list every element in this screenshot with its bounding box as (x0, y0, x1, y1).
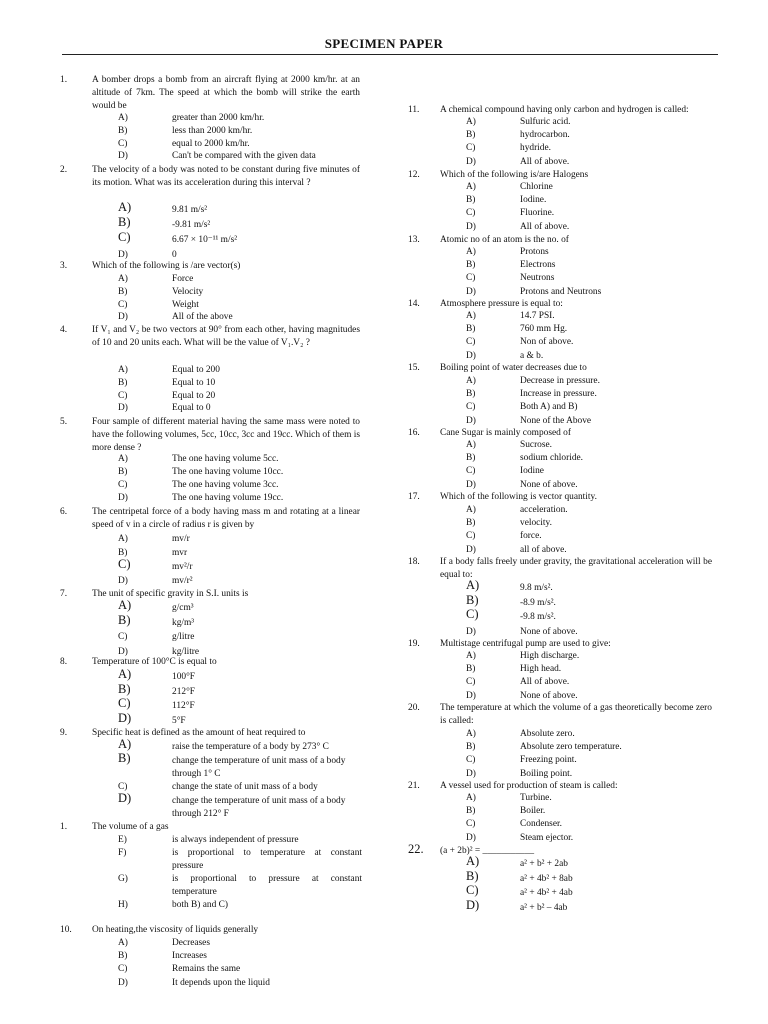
option-label: A) (118, 274, 128, 284)
question-number: 16. (408, 428, 420, 438)
option-text: raise the temperature of a body by 273° C (172, 742, 329, 752)
option-text: g/litre (172, 632, 195, 642)
option-text: sodium chloride. (520, 453, 584, 464)
option-label: D) (118, 646, 128, 657)
option-text: 112°F (172, 701, 195, 711)
option-label: B) (466, 868, 479, 883)
option-label: C) (118, 390, 128, 401)
question-text: The velocity of a body was noted to be constant during five minutes of its motion. What was its acceleration during this interval ? (92, 165, 360, 188)
option-text: hydrocarbon. (520, 130, 570, 141)
option-label: D) (466, 832, 476, 843)
option-label: F) (118, 848, 127, 858)
option-text: a & b. (520, 350, 544, 361)
question-text: Temperature of 100°C is equal to (92, 657, 217, 667)
option-text: 0 (172, 250, 177, 260)
option-text: mv/r (172, 534, 190, 544)
option-label: B) (466, 806, 476, 817)
option-text: Absolute zero. (520, 729, 575, 739)
question-number: 4. (60, 325, 68, 335)
option-label: D) (118, 977, 128, 988)
option-label: B) (118, 215, 131, 229)
option-text: -9.81 m/s² (172, 220, 211, 230)
option-label: B) (118, 377, 128, 388)
option-text: Equal to 10 (172, 377, 216, 388)
option-label: B) (118, 548, 128, 558)
option-label: D) (466, 479, 476, 490)
option-text: greater than 2000 km/hr. (172, 113, 265, 123)
option-text: Force (172, 274, 194, 284)
option-text: Weight (172, 299, 199, 310)
option-label: C) (466, 883, 479, 897)
option-label: A) (118, 365, 128, 375)
option-label: D) (118, 312, 128, 323)
option-label: D) (118, 576, 128, 586)
option-label: C) (466, 273, 476, 284)
option-label: D) (118, 250, 128, 260)
option-label: D) (466, 768, 476, 779)
option-text: Equal to 200 (172, 365, 220, 375)
option-text: change the state of unit mass of a body (172, 782, 318, 792)
question-number: 1. (60, 75, 68, 85)
question-text: On heating,the viscosity of liquids generally (92, 925, 259, 935)
option-text: -8.9 m/s². (520, 597, 556, 608)
option-text: Iodine (520, 466, 544, 477)
option-label: D) (118, 493, 128, 503)
question-text: (a + 2b)² = ___________ (440, 846, 535, 856)
option-text: Equal to 20 (172, 390, 216, 401)
option-label: B) (118, 681, 131, 696)
option-text-continued: temperature (172, 886, 217, 897)
option-label: B) (118, 612, 131, 627)
option-label: G) (118, 874, 128, 884)
option-label: C) (466, 466, 476, 477)
question-number: 20. (408, 703, 420, 713)
option-text: Non of above. (520, 337, 574, 348)
option-text: a² + b² + 2ab (520, 859, 568, 869)
option-label: B) (118, 751, 131, 765)
option-label: A) (118, 200, 132, 214)
question-number: 6. (60, 507, 68, 517)
question-number: 3. (60, 261, 68, 271)
question-number: 13. (408, 235, 420, 245)
option-text: The one having volume 19cc. (172, 493, 284, 503)
option-label: A) (466, 117, 476, 127)
question-number: 17. (408, 492, 420, 502)
option-text: High discharge. (520, 651, 580, 661)
option-text: Freezing point. (520, 755, 577, 766)
question-number: 21. (408, 781, 420, 791)
option-label: D) (118, 151, 128, 162)
option-label: A) (118, 938, 128, 948)
option-text: Velocity (172, 286, 204, 297)
option-label: D) (466, 897, 480, 912)
option-text: High head. (520, 664, 562, 675)
option-label: C) (118, 480, 128, 490)
option-label: B) (466, 742, 476, 753)
option-label: A) (118, 454, 128, 464)
option-text: None of the Above (520, 415, 592, 426)
option-text: Steam ejector. (520, 832, 574, 843)
option-label: A) (466, 651, 476, 661)
option-text: 9.8 m/s². (520, 583, 553, 593)
option-text: 14.7 PSI. (520, 311, 555, 321)
option-label: D) (466, 690, 476, 701)
option-text: Neutrons (520, 273, 555, 284)
option-text: Protons (520, 247, 549, 257)
option-text: The one having volume 5cc. (172, 454, 279, 464)
option-label: A) (466, 854, 480, 868)
option-label: B) (466, 518, 476, 529)
option-label: A) (118, 113, 128, 123)
question-text: Which of the following is /are vector(s) (92, 261, 241, 271)
option-label: C) (118, 299, 128, 310)
option-text: a² + 4b² + 8ab (520, 873, 573, 884)
option-label: D) (466, 415, 476, 426)
option-label: B) (466, 592, 479, 607)
option-text: All of above. (520, 221, 570, 232)
option-label: D) (118, 710, 132, 725)
option-text: is proportional to pressure at constant (172, 874, 362, 884)
option-label: B) (466, 195, 476, 206)
option-label: B) (118, 467, 128, 477)
option-text: is always independent of pressure (172, 835, 299, 845)
question-number: 2. (60, 165, 68, 175)
option-label: A) (466, 182, 476, 192)
option-label: A) (118, 534, 128, 544)
option-text: Both A) and B) (520, 402, 578, 413)
question-number: 12. (408, 170, 420, 180)
option-label: D) (466, 221, 476, 232)
question-number: 10. (60, 925, 72, 935)
option-text: Decrease in pressure. (520, 376, 600, 386)
option-label: A) (466, 729, 476, 739)
option-text: 5°F (172, 715, 186, 726)
option-label: C) (118, 964, 128, 975)
option-label: C) (118, 138, 128, 149)
option-text: velocity. (520, 518, 552, 529)
question-text: A bomber drops a bomb from an aircraft flying at 2000 km/hr. at an altitude of 7km. The speed at which the bomb will strike the earth would be (92, 75, 360, 111)
option-text-continued: pressure (172, 860, 204, 871)
option-text: Sucrose. (520, 440, 553, 450)
option-label: A) (118, 667, 132, 681)
option-text: change the temperature of unit mass of a body (172, 756, 346, 766)
option-label: C) (466, 208, 476, 219)
option-label: D) (466, 350, 476, 361)
option-label: B) (466, 324, 476, 335)
option-label: D) (466, 626, 476, 637)
option-label: C) (466, 337, 476, 348)
question-number: 11. (408, 105, 420, 115)
option-label: C) (466, 607, 479, 621)
option-text: It depends upon the liquid (172, 977, 270, 988)
question-number: 1. (60, 822, 68, 832)
option-label: B) (118, 951, 128, 962)
question-text: The unit of specific gravity in S.I. units is (92, 589, 249, 599)
option-text: a² + 4b² + 4ab (520, 888, 573, 898)
option-label: B) (466, 130, 476, 141)
question-text: Four sample of different material having the same mass were noted to have the following volumes, 5cc, 10cc, 3cc and 19cc. Which of them is more dense ? (92, 417, 360, 453)
question-text: The centripetal force of a body having mass m and rotating at a linear speed of v in a circle of radius r is given by (92, 507, 360, 530)
option-label: A) (466, 505, 476, 515)
option-text: both B) and C) (172, 900, 228, 910)
option-text: None of above. (520, 690, 578, 701)
option-text: acceleration. (520, 505, 568, 515)
option-text: kg/m³ (172, 617, 195, 628)
option-label: B) (118, 286, 128, 297)
option-label: C) (466, 677, 476, 688)
option-text: Turbine. (520, 793, 552, 803)
question-number: 15. (408, 363, 420, 373)
question-text: If V₁ and V₂ be two vectors at 90° from each other, having magnitudes of 10 and 20 units each. What will be the value of V₁.V₂ ? (92, 325, 360, 348)
option-text: The one having volume 3cc. (172, 480, 279, 490)
option-text: force. (520, 531, 542, 542)
question-text: Specific heat is defined as the amount of heat required to (92, 728, 306, 738)
option-text: Iodine. (520, 195, 547, 206)
question-number: 5. (60, 417, 68, 427)
option-text: g/cm³ (172, 603, 194, 613)
option-text: equal to 2000 km/hr. (172, 138, 250, 149)
option-label: A) (118, 737, 132, 751)
option-text: Remains the same (172, 964, 241, 975)
option-text: a² + b² – 4ab (520, 902, 568, 913)
option-text: is proportional to temperature at constant (172, 848, 362, 858)
option-label: A) (466, 578, 480, 592)
option-text: Can't be compared with the given data (172, 151, 316, 162)
option-text: Sulfuric acid. (520, 117, 571, 127)
question-text: Cane Sugar is mainly composed of (440, 428, 571, 438)
option-label: C) (118, 230, 131, 244)
option-text: 760 mm Hg. (520, 324, 568, 335)
option-label: C) (466, 143, 476, 154)
option-text: hydride. (520, 143, 551, 154)
question-text: A vessel used for production of steam is called: (440, 781, 618, 791)
option-label: D) (466, 544, 476, 555)
option-label: C) (466, 402, 476, 413)
option-label: A) (466, 311, 476, 321)
question-text: Atomic no of an atom is the no. of (440, 235, 569, 245)
option-label: B) (466, 453, 476, 464)
question-number: 18. (408, 557, 420, 567)
option-text: All of above. (520, 677, 570, 688)
option-text: 6.67 × 10⁻¹¹ m/s² (172, 235, 238, 245)
option-text: Boiling point. (520, 768, 573, 779)
option-label: A) (466, 440, 476, 450)
option-text: 9.81 m/s² (172, 205, 208, 215)
option-label: B) (118, 125, 128, 136)
question-text: Which of the following is vector quantity. (440, 492, 597, 502)
option-text: Absolute zero temperature. (520, 742, 622, 753)
option-label: C) (118, 696, 131, 710)
option-label: B) (466, 664, 476, 675)
option-text: less than 2000 km/hr. (172, 125, 253, 136)
option-text: All of above. (520, 156, 570, 167)
option-label: D) (466, 156, 476, 167)
option-label: A) (118, 598, 132, 612)
option-label: A) (466, 793, 476, 803)
option-label: C) (466, 819, 476, 830)
option-text: mvr (172, 548, 188, 558)
question-text: Multistage centrifugal pump are used to give: (440, 639, 611, 649)
question-text: Boiling point of water decreases due to (440, 363, 587, 373)
option-text: Decreases (172, 938, 210, 948)
option-label: B) (466, 260, 476, 271)
option-text: Electrons (520, 260, 556, 271)
option-label: C) (118, 557, 131, 571)
question-text: Atmosphere pressure is equal to: (440, 299, 563, 309)
question-text: The temperature at which the volume of a gas theoretically become zero is called: (440, 703, 712, 726)
option-text: Protons and Neutrons (520, 286, 602, 297)
question-text: A chemical compound having only carbon and hydrogen is called: (440, 105, 689, 115)
option-label: C) (118, 782, 128, 792)
option-label: D) (118, 403, 128, 414)
option-text: kg/litre (172, 646, 200, 657)
option-text: Increase in pressure. (520, 389, 597, 400)
question-number: 9. (60, 728, 68, 738)
option-text: Equal to 0 (172, 403, 211, 414)
option-text: The one having volume 10cc. (172, 467, 284, 477)
option-label: D) (118, 791, 132, 805)
option-text: None of above. (520, 479, 578, 490)
option-text: Increases (172, 951, 207, 962)
option-label: H) (118, 900, 128, 910)
option-text: Boiler. (520, 806, 546, 817)
option-text: None of above. (520, 626, 578, 637)
question-number: 7. (60, 589, 68, 599)
option-text: mv/r² (172, 576, 193, 586)
question-text: The volume of a gas (92, 822, 169, 832)
option-label: C) (118, 632, 128, 642)
option-label: E) (118, 835, 127, 845)
question-number: 14. (408, 299, 420, 309)
option-label: C) (466, 531, 476, 542)
question-number: 19. (408, 639, 420, 649)
option-text: Chlorine (520, 182, 553, 192)
option-text-continued: through 1° C (172, 768, 221, 779)
option-text-continued: through 212° F (172, 808, 229, 819)
option-text: all of above. (520, 544, 567, 555)
title-divider (62, 54, 718, 55)
page-title: SPECIMEN PAPER (324, 36, 444, 51)
option-text: 212°F (172, 686, 196, 697)
option-label: C) (466, 755, 476, 766)
question-number: 22. (408, 842, 424, 856)
option-label: A) (466, 376, 476, 386)
option-text: Condenser. (520, 819, 562, 830)
option-label: D) (466, 286, 476, 297)
option-text: Fluorine. (520, 208, 555, 219)
option-label: B) (466, 389, 476, 400)
question-text: If a body falls freely under gravity, the gravitational acceleration will be equal to: (440, 557, 712, 580)
question-number: 8. (60, 657, 68, 667)
option-label: A) (466, 247, 476, 257)
option-text: change the temperature of unit mass of a body (172, 796, 346, 806)
option-text: 100°F (172, 672, 196, 682)
option-text: mv²/r (172, 562, 193, 572)
option-text: All of the above (172, 312, 233, 323)
option-text: -9.8 m/s². (520, 612, 556, 622)
question-text: Which of the following is/are Halogens (440, 170, 589, 180)
